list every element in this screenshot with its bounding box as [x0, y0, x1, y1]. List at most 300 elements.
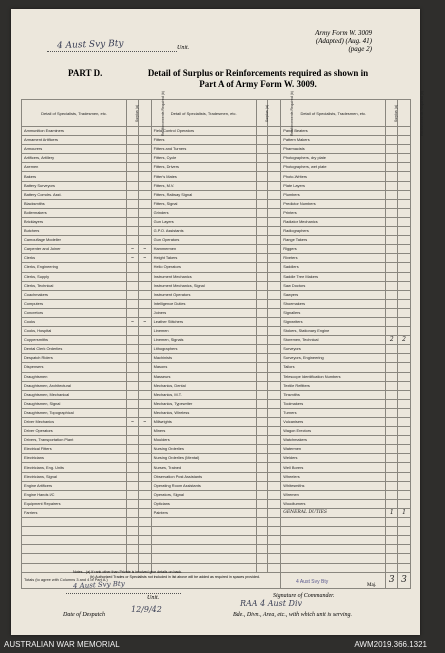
specialist-cell: Wagon Erectors [281, 427, 386, 436]
specialist-cell: Equipment Repairers [22, 499, 127, 508]
surplus-cell [386, 281, 398, 290]
col-header-specialist: Detail of Specialists, Tradesmen, etc. [22, 100, 127, 127]
surplus-cell [256, 418, 268, 427]
surplus-cell [127, 554, 139, 563]
reinforcement-cell [268, 427, 281, 436]
reinforcement-cell [268, 408, 281, 417]
surplus-cell [386, 536, 398, 545]
specialist-cell: Wiremen [281, 490, 386, 499]
reinforcement-cell [268, 154, 281, 163]
surplus-cell [127, 499, 139, 508]
reinforcement-cell [398, 272, 411, 281]
reinforcement-cell [138, 554, 151, 563]
surplus-cell [256, 454, 268, 463]
specialist-cell: Painters [151, 508, 256, 517]
reinforcement-cell [268, 390, 281, 399]
reinforcement-cell [398, 245, 411, 254]
reinforcement-cell [398, 181, 411, 190]
table-row [22, 317, 411, 326]
specialist-cell: Draughtsmen, Signal [22, 399, 127, 408]
specialist-cell [22, 536, 127, 545]
specialist-cell: Welders [281, 454, 386, 463]
surplus-cell [127, 281, 139, 290]
surplus-cell [386, 163, 398, 172]
surplus-cell [256, 154, 268, 163]
surplus-cell [386, 545, 398, 554]
surplus-cell: – [127, 245, 139, 254]
reinforcement-cell [138, 336, 151, 345]
reinforcement-cell [138, 199, 151, 208]
reinforcement-cell [398, 445, 411, 454]
reinforcement-cell [398, 163, 411, 172]
reinforcement-cell: 1 [398, 508, 411, 517]
reinforcement-cell [138, 327, 151, 336]
total-surplus: 3 [386, 572, 398, 588]
specialist-cell: Engine Hands I/C [22, 490, 127, 499]
surplus-cell [127, 372, 139, 381]
specialist-cell: Hammermen [151, 245, 256, 254]
surplus-cell [127, 508, 139, 517]
surplus-cell [127, 299, 139, 308]
specialist-cell: Gun Layers [151, 217, 256, 226]
surplus-cell [386, 181, 398, 190]
surplus-cell [127, 545, 139, 554]
surplus-cell [386, 354, 398, 363]
reinforcement-cell [138, 227, 151, 236]
specialist-cell: Wheelers [281, 472, 386, 481]
surplus-cell [127, 481, 139, 490]
surplus-cell [386, 208, 398, 217]
table-row [22, 327, 411, 336]
reinforcement-cell [268, 163, 281, 172]
surplus-cell [256, 390, 268, 399]
reinforcement-cell [138, 308, 151, 317]
specialist-cell: Signallers [281, 308, 386, 317]
reinforcement-cell [398, 408, 411, 417]
reinforcement-cell [398, 536, 411, 545]
surplus-cell [127, 208, 139, 217]
reinforcement-cell [138, 372, 151, 381]
surplus-cell [386, 299, 398, 308]
reinforcement-cell [138, 390, 151, 399]
footer-unit-label: Unit. [147, 595, 160, 601]
table-row [22, 290, 411, 299]
reinforcement-cell [398, 145, 411, 154]
surplus-cell [386, 263, 398, 272]
table-row [22, 190, 411, 199]
table-row [22, 445, 411, 454]
table-row [22, 518, 411, 527]
specialist-cell: G.P.O. Assistants [151, 227, 256, 236]
surplus-cell [256, 363, 268, 372]
table-row [22, 172, 411, 181]
surplus-cell [256, 345, 268, 354]
despatch-label: Date of Despatch [63, 612, 105, 618]
surplus-cell [256, 554, 268, 563]
surplus-cell [127, 308, 139, 317]
reinforcement-cell [268, 554, 281, 563]
surplus-cell [127, 190, 139, 199]
table-row [22, 181, 411, 190]
surplus-cell [386, 136, 398, 145]
surplus-cell [256, 472, 268, 481]
specialist-cell: Electrical Fitters [22, 445, 127, 454]
surplus-cell [127, 236, 139, 245]
specialist-cell: Nurses, Trained [151, 463, 256, 472]
surplus-cell [127, 136, 139, 145]
reinforcement-cell [138, 163, 151, 172]
specialist-cell: Cooks, Hospital [22, 327, 127, 336]
surplus-cell [127, 290, 139, 299]
specialist-cell: Electricians, Eng. Units [22, 463, 127, 472]
reinforcement-cell [138, 127, 151, 136]
surplus-cell [386, 190, 398, 199]
surplus-cell [386, 308, 398, 317]
table-row [22, 254, 411, 263]
part-label: PART D. [68, 68, 103, 78]
surplus-cell [386, 408, 398, 417]
reinforcement-cell [138, 299, 151, 308]
surplus-cell [256, 227, 268, 236]
reinforcement-cell: – [138, 254, 151, 263]
reinforcement-cell [398, 363, 411, 372]
form-title-line1: Detail of Surplus or Reinforcements required as shown in [147, 68, 369, 78]
table-row [22, 217, 411, 226]
specialist-cell: Coppersmiths [22, 336, 127, 345]
specialist-cell: Radiator Mechanics [281, 217, 386, 226]
reinforcement-cell [398, 327, 411, 336]
reinforcement-cell [398, 308, 411, 317]
table-row [22, 154, 411, 163]
table-row [22, 536, 411, 545]
reinforcement-cell [268, 317, 281, 326]
reinforcement-cell [398, 481, 411, 490]
surplus-cell [256, 536, 268, 545]
specialist-cell [281, 527, 386, 536]
specialist-cell: Photo-Writers [281, 172, 386, 181]
surplus-cell [256, 399, 268, 408]
specialist-cell: Boilermakers [22, 208, 127, 217]
surplus-cell [127, 172, 139, 181]
reinforcement-cell [398, 127, 411, 136]
specialist-cell: Lithographers [151, 345, 256, 354]
specialist-cell: Instrument Mechanics, Signal [151, 281, 256, 290]
table-row [22, 281, 411, 290]
reinforcement-cell [268, 363, 281, 372]
surplus-cell [256, 499, 268, 508]
surplus-cell [256, 208, 268, 217]
reinforcement-cell [138, 481, 151, 490]
specialist-cell: Sawyers [281, 290, 386, 299]
reinforcement-cell [268, 463, 281, 472]
table-row [22, 463, 411, 472]
surplus-cell [127, 463, 139, 472]
specialist-cell: Joiners [151, 308, 256, 317]
table-row [22, 145, 411, 154]
surplus-cell [256, 136, 268, 145]
reinforcement-cell [398, 217, 411, 226]
specialist-cell: Printers [281, 208, 386, 217]
reinforcement-cell [398, 427, 411, 436]
specialist-cell [281, 554, 386, 563]
reinforcement-cell [398, 399, 411, 408]
reinforcement-cell [138, 545, 151, 554]
surplus-cell: 1 [386, 508, 398, 517]
col-header-reinf: Reinforcements Required (b) [268, 100, 281, 127]
specialist-cell [22, 545, 127, 554]
surplus-cell [386, 145, 398, 154]
surplus-cell [256, 190, 268, 199]
reinforcement-cell [398, 418, 411, 427]
surplus-cell [386, 345, 398, 354]
specialist-cell: Vulcanisers [281, 418, 386, 427]
surplus-cell [386, 372, 398, 381]
specialist-cell: Engine Artificers [22, 481, 127, 490]
reinforcement-cell [138, 427, 151, 436]
specialist-cell [151, 545, 256, 554]
surplus-cell [127, 354, 139, 363]
surplus-cell [256, 181, 268, 190]
surplus-cell [256, 427, 268, 436]
formation-label: Bde., Divn., Area, etc., with which unit is serving. [233, 612, 352, 618]
reinforcement-cell [398, 199, 411, 208]
totals-label: Totals (to agree with Columns 3 and 4 of Part A.) [22, 572, 281, 588]
surplus-cell [386, 363, 398, 372]
specialist-cell: Battery Comdrs. Asst. [22, 190, 127, 199]
specialist-cell: Concretors [22, 308, 127, 317]
specialist-cell [22, 554, 127, 563]
reinforcement-cell [398, 463, 411, 472]
surplus-cell [386, 472, 398, 481]
specialist-cell: Nursing Orderlies (Mental) [151, 454, 256, 463]
table-row [22, 427, 411, 436]
reinforcement-cell [138, 290, 151, 299]
surplus-cell [127, 163, 139, 172]
specialist-cell: Clerks, Technical [22, 281, 127, 290]
reinforcement-cell [398, 208, 411, 217]
reinforcement-cell [138, 363, 151, 372]
specialist-cell: Ammunition Examiners [22, 127, 127, 136]
col-header-reinf: Reinforcements Required (b) [398, 100, 411, 127]
specialist-cell [151, 554, 256, 563]
surplus-cell [256, 354, 268, 363]
reinforcement-cell [138, 345, 151, 354]
reinforcement-cell [268, 490, 281, 499]
col-header-specialist: Detail of Specialists, Tradesmen, etc. [151, 100, 256, 127]
surplus-cell [256, 245, 268, 254]
specialist-cell: Driver Operators [22, 427, 127, 436]
specialist-cell: Draughtsmen, Topographical [22, 408, 127, 417]
surplus-cell [127, 408, 139, 417]
table-row [22, 136, 411, 145]
form-title-line2: Part A of Army Form W. 3009. [199, 79, 317, 89]
specialist-cell: Masons [151, 363, 256, 372]
reinforcement-cell [398, 545, 411, 554]
specialist-cell: Armament Artificers [22, 136, 127, 145]
surplus-cell [127, 127, 139, 136]
specialist-cell: Plate Layers [281, 181, 386, 190]
surplus-cell [127, 145, 139, 154]
specialist-cell: Carpenter and Joiner [22, 245, 127, 254]
reinforcement-cell [398, 299, 411, 308]
table-row [22, 272, 411, 281]
specialist-cell: Dispensers [22, 363, 127, 372]
specialist-cell: Fitters, Cycle [151, 154, 256, 163]
surplus-cell [386, 481, 398, 490]
specialists-table [21, 90, 425, 589]
reinforcement-cell [138, 272, 151, 281]
form-number-line1: Army Form W. 3009 [315, 29, 372, 37]
specialist-cell: Opticians [151, 499, 256, 508]
specialist-cell [151, 518, 256, 527]
surplus-cell [386, 327, 398, 336]
surplus-cell [386, 563, 398, 572]
table-row [22, 436, 411, 445]
specialist-cell: Draughtsmen, Mechanical [22, 390, 127, 399]
surplus-cell [386, 245, 398, 254]
table-row [22, 472, 411, 481]
specialist-cell: Pattern Makers [281, 136, 386, 145]
specialist-cell: Driver Mechanics [22, 418, 127, 427]
specialist-cell: Camouflage Modeller [22, 236, 127, 245]
surplus-cell [127, 518, 139, 527]
form-title [143, 68, 373, 90]
surplus-cell [127, 536, 139, 545]
surplus-cell [127, 390, 139, 399]
specialist-cell: Woodturners [281, 499, 386, 508]
reinforcement-cell [398, 372, 411, 381]
reinforcement-cell [398, 345, 411, 354]
note-a: Notes—(a) If rank other than Private is involved give details on back. [73, 570, 183, 574]
surplus-cell [386, 454, 398, 463]
col-header-specialist: Detail of Specialists, Tradesmen, etc. [281, 100, 386, 127]
surplus-cell: – [127, 418, 139, 427]
table-row [22, 381, 411, 390]
reinforcement-cell [398, 454, 411, 463]
surplus-cell [127, 272, 139, 281]
table-row [22, 354, 411, 363]
reinforcement-cell [268, 399, 281, 408]
reinforcement-cell [138, 463, 151, 472]
reinforcement-cell [398, 172, 411, 181]
table-row [22, 508, 411, 517]
reinforcement-cell [138, 454, 151, 463]
reinforcement-cell [268, 527, 281, 536]
specialist-cell: Watchmakers [281, 436, 386, 445]
reinforcement-cell [138, 190, 151, 199]
surplus-cell [386, 272, 398, 281]
specialist-cell [151, 527, 256, 536]
specialist-cell: Watermen [281, 445, 386, 454]
signature-rank: Maj. [367, 583, 377, 588]
surplus-cell [256, 317, 268, 326]
surplus-cell [127, 345, 139, 354]
form-number-line3: (page 2) [348, 45, 372, 53]
table-row [22, 490, 411, 499]
reinforcement-cell [268, 245, 281, 254]
specialist-cell: Fitter's Mates [151, 172, 256, 181]
reinforcement-cell [138, 172, 151, 181]
col-header-surplus: Surplus (a) [256, 100, 268, 127]
table-row [22, 408, 411, 417]
surplus-cell [386, 127, 398, 136]
surplus-cell [386, 199, 398, 208]
specialist-cell: Drivers, Transportation Plant [22, 436, 127, 445]
reinforcement-cell [268, 208, 281, 217]
reinforcement-cell [138, 145, 151, 154]
specialist-cell: Machinists [151, 354, 256, 363]
reinforcement-cell [398, 136, 411, 145]
specialist-cell: Axemen [22, 163, 127, 172]
reinforcement-cell [268, 263, 281, 272]
specialist-cell: Mechanics, Wireless [151, 408, 256, 417]
specialist-cell: Mechanics, M.T. [151, 390, 256, 399]
reinforcement-cell [268, 418, 281, 427]
reinforcement-cell [268, 381, 281, 390]
unit-label: Unit. [177, 45, 190, 51]
reinforcement-cell [268, 354, 281, 363]
reinforcement-cell [398, 563, 411, 572]
col-header-reinf: Reinforcements Required (b) [138, 100, 151, 127]
reinforcement-cell [268, 136, 281, 145]
reinforcement-cell [268, 272, 281, 281]
surplus-cell [127, 454, 139, 463]
specialist-cell: Linemen, Signals [151, 336, 256, 345]
specialist-cell: Photographers, dry plate [281, 154, 386, 163]
specialist-cell: Predictor Numbers [281, 199, 386, 208]
form-sheet [11, 9, 425, 635]
surplus-cell [256, 272, 268, 281]
surplus-cell [386, 381, 398, 390]
table-row [22, 263, 411, 272]
specialist-cell: Bricklayers [22, 217, 127, 226]
surplus-cell [127, 181, 139, 190]
surplus-cell [256, 545, 268, 554]
specialist-cell: Helio Operators [151, 263, 256, 272]
table-row [22, 545, 411, 554]
surplus-cell [386, 463, 398, 472]
surplus-cell [127, 381, 139, 390]
specialist-cell [281, 536, 386, 545]
specialist-cell [151, 536, 256, 545]
table-row [22, 554, 411, 563]
specialist-cell: Armourers [22, 145, 127, 154]
surplus-cell [386, 445, 398, 454]
reinforcement-cell [398, 381, 411, 390]
surplus-cell [256, 381, 268, 390]
specialist-cell: Range Takers [281, 236, 386, 245]
surplus-cell [256, 518, 268, 527]
specialist-cell: Clerks, Supply [22, 272, 127, 281]
specialist-cell: Millwrights [151, 418, 256, 427]
table-row [22, 308, 411, 317]
specialist-cell: Grinders [151, 208, 256, 217]
specialist-cell: Instrument Mechanics [151, 272, 256, 281]
table-row [22, 199, 411, 208]
specialist-cell: Tinsmiths [281, 390, 386, 399]
table-header-row [22, 100, 411, 127]
reinforcement-cell [398, 390, 411, 399]
surplus-cell [256, 463, 268, 472]
surplus-cell [256, 490, 268, 499]
surplus-cell [127, 363, 139, 372]
specialist-cell: Textile Refitters [281, 381, 386, 390]
specialist-cell: Bakers [22, 172, 127, 181]
reinforcement-cell [268, 181, 281, 190]
specialist-cell: Artificers, Artillery [22, 154, 127, 163]
specialist-cell: Electricians [22, 454, 127, 463]
reinforcement-cell [268, 545, 281, 554]
